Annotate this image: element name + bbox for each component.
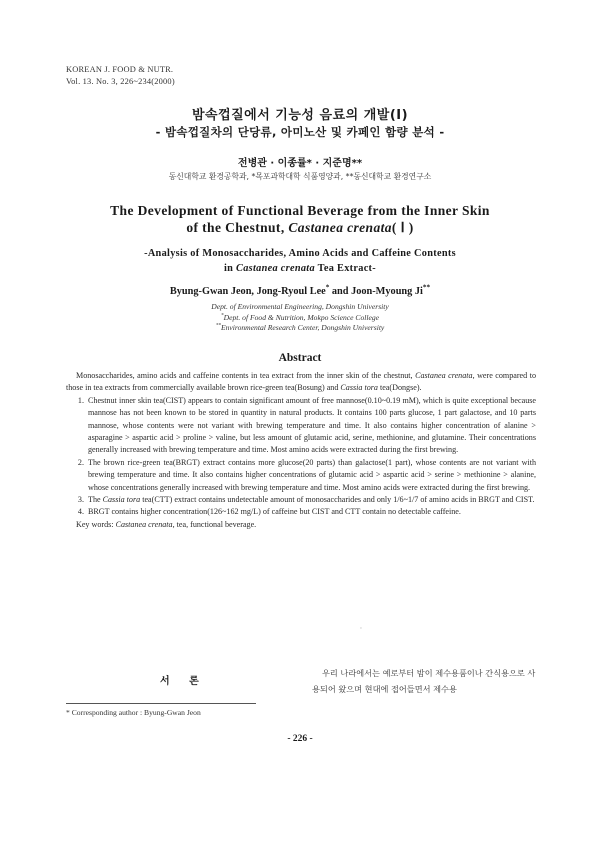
english-subtitle-line1: -Analysis of Monosaccharides, Amino Acids and Caffeine Contents xyxy=(144,248,456,259)
finding-3 xyxy=(86,494,536,506)
page-number: - 226 - xyxy=(287,734,313,744)
intro-species: Cassia tora xyxy=(340,383,378,393)
english-title-line1: The Development of Functional Beverage from the Inner Skin xyxy=(110,203,490,218)
english-subtitle-line2 xyxy=(0,261,600,276)
title-part: ( Ⅰ ) xyxy=(391,220,414,235)
abstract-intro xyxy=(66,370,536,395)
journal-volume: Vol. 13. No. 3, 226~234(2000) xyxy=(66,77,175,86)
footnote: * Corresponding author : Byung-Gwan Jeon xyxy=(66,708,201,717)
author-mark2: ** xyxy=(422,283,431,292)
finding-4: 4. BRGT contains higher concentration(126~162 mg/L) of caffeine but CIST and CTT contain no detectable caffeine. xyxy=(86,506,536,518)
subtitle-text: in xyxy=(223,263,237,274)
finding-species: Cassia tora xyxy=(102,495,141,505)
title-species: Castanea crenata xyxy=(288,220,392,235)
stray-mark: ' xyxy=(360,626,362,634)
authors-part2: and Joon-Myoung Ji xyxy=(329,286,423,297)
subtitle-text-end: Tea Extract- xyxy=(314,263,377,274)
affiliation-3 xyxy=(0,323,600,334)
english-title xyxy=(0,202,600,236)
finding-2: 2. The brown rice-green tea(BRGT) extract contains more glucose(20 parts) than galactose(1 part), whose contents are not variant with brewing temperature and time. It also contains higher concentrations of glutamic acid > aspartic acid > serine > methionine > alanine, whose concentrations generally increased with brewing temperature and time. Most amino acids were extracted during the first brewing. xyxy=(86,457,536,494)
affil-text: Environmental Research Center, Dongshin University xyxy=(221,323,385,332)
intro-column xyxy=(312,665,542,697)
affil-mark: * xyxy=(220,311,224,318)
keywords xyxy=(66,519,536,531)
affil-text: Dept. of Food & Nutrition, Mokpo Science College xyxy=(223,312,380,322)
keyword-species: Castanea crenata xyxy=(115,519,173,529)
affiliation-2 xyxy=(0,313,600,324)
korean-title: 밤속껍질에서 기능성 음료의 개발(Ⅰ) xyxy=(191,108,409,123)
section-heading: 서 론 xyxy=(160,676,207,687)
korean-subtitle: - 밤속껍질차의 단당류, 아미노산 및 카페인 함량 분석 - xyxy=(155,125,445,139)
finding-text: The xyxy=(88,495,103,505)
abstract-heading: Abstract xyxy=(278,352,322,364)
english-affiliations xyxy=(0,302,600,334)
intro-text: , were compared to those in tea extracts from commercially available brown rice-green tea(Bosung) and xyxy=(66,371,536,393)
journal-name: KOREAN J. FOOD & NUTR. xyxy=(66,65,174,74)
keywords-rest: , tea, functional beverage. xyxy=(172,519,257,529)
english-title-line2 xyxy=(0,219,600,236)
subtitle-species: Castanea crenata xyxy=(236,263,315,274)
intro-paragraph: 우리 나라에서는 예로부터 밤이 제수용품이나 간식용으로 사용되어 왔으며 현대에 접어들면서 제수용 xyxy=(312,668,536,694)
findings-list xyxy=(66,395,536,519)
affiliation-1: Dept. of Environmental Engineering, Dongshin University xyxy=(211,302,389,311)
english-authors xyxy=(0,283,600,297)
intro-text: tea(Dongse). xyxy=(377,383,422,393)
finding-1: 1. Chestnut inner skin tea(CIST) appears to contain significant amount of free mannose(0.10~0.19 mM), which is quite exceptional because mannose has not been known to be stored in quantity in natural products. It contains 100 parts glucose, 1 part galactose, and 10 parts mannose, whose contents were not variant with brewing temperature and time. It also contains higher concentration of alanine > asparagine > aspartic acid > proline > valine, but less amount of glutamic acid, serine, methionine, and glutamine. Their concentrations generally increased with brewing temperature and time. Most amino acids were extracted during the first brewing. xyxy=(86,395,536,457)
abstract-body xyxy=(66,370,536,531)
title-text: of the Chestnut, xyxy=(186,220,289,235)
finding-text: tea(CTT) extract contains undetectable amount of monosaccharides and only 1/6~1/7 of amino acids in BRGT and CIST. xyxy=(140,495,535,505)
intro-text: Monosaccharides, amino acids and caffeine contents in tea extract from the inner skin of the chestnut, xyxy=(76,371,416,380)
english-subtitle xyxy=(0,246,600,276)
korean-affiliations: 동신대학교 환경공학과, *목포과학대학 식품영양과, **동신대학교 환경연구소 xyxy=(168,172,432,181)
author-mark1: * xyxy=(325,283,330,292)
keywords-label: Key words: xyxy=(76,519,116,529)
intro-species: Castanea crenata xyxy=(415,371,473,380)
journal-citation xyxy=(66,64,175,88)
authors-part1: Byung-Gwan Jeon, Jong-Ryoul Lee xyxy=(169,286,326,297)
footnote-rule xyxy=(66,703,256,704)
affil-mark: ** xyxy=(215,322,221,329)
korean-authors: 전병관 · 이종률* · 지준명** xyxy=(237,158,363,169)
